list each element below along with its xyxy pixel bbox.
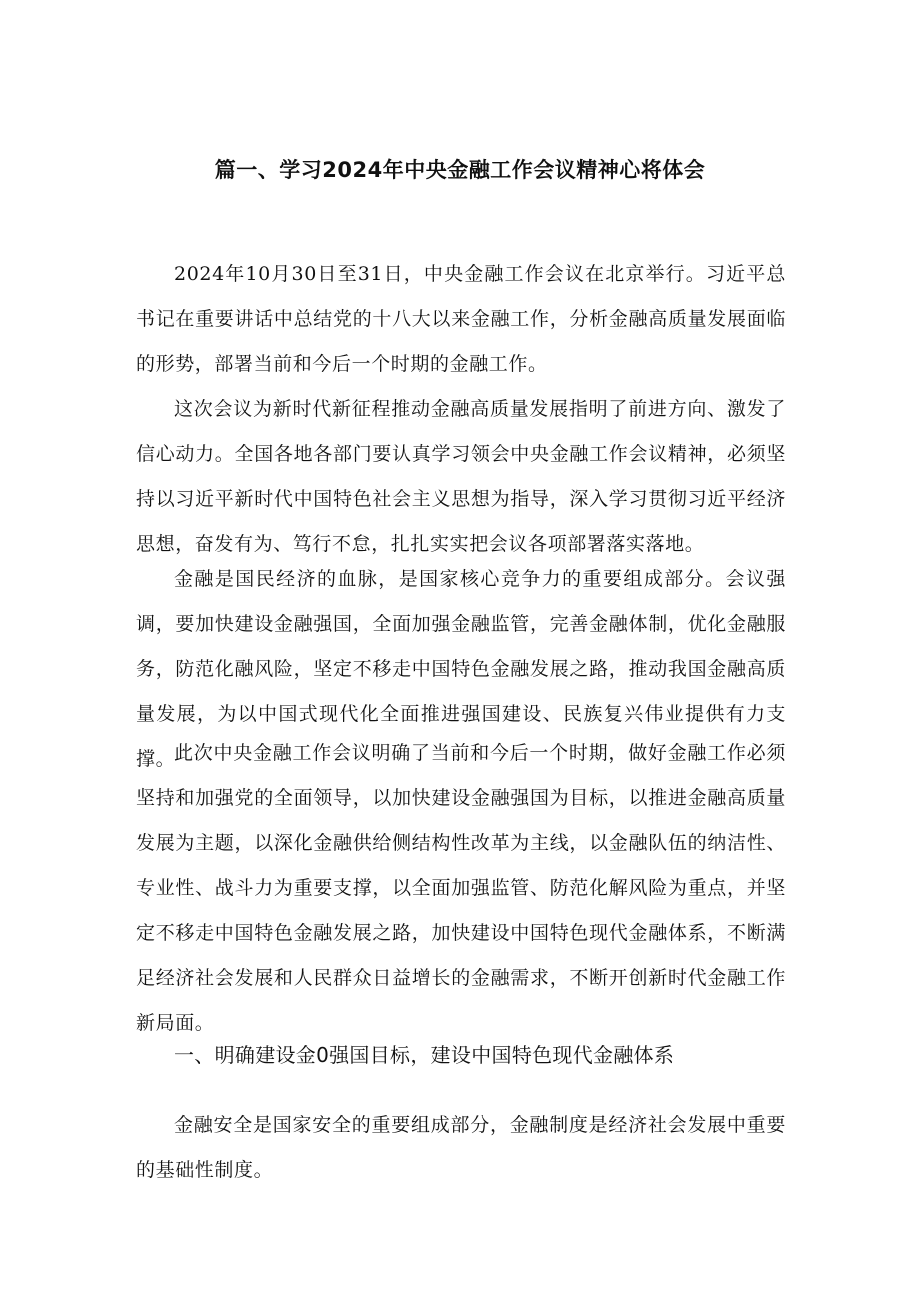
paragraph-financial-security: 金融安全是国家安全的重要组成部分，金融制度是经济社会发展中重要的基础性制度。: [136, 1114, 786, 1181]
paragraph-meeting-intro: 2024年10月30日至31日，中央金融工作会议在北京举行。习近平总书记在重要讲话中总结党的十八大以来金融工作，分析金融高质量发展面临的形势，部署当前和今后一个时期的金融工作。: [136, 263, 786, 375]
paragraph-finance-importance: 金融是国民经济的血脉，是国家核心竞争力的重要组成部分。会议强调，要加快建设金融强国，全面加强金融监管，完善金融体制，优化金融服务，防范化融风险，坚定不移走中国特色金融发展之路，推动我国金融高质量发展，为以中国式现代化全面推进强国建设、民族复兴伟业提供有力支撑。: [136, 568, 786, 770]
section-heading: 一、明确建设金0强国目标，建设中国特色现代金融体系: [174, 1043, 675, 1067]
document-title: 篇一、学习2024年中央金融工作会议精神心将体会: [214, 158, 706, 182]
paragraph-meeting-significance: 这次会议为新时代新征程推动金融高质量发展指明了前进方向、激发了信心动力。全国各地各部门要认真学习领会中央金融工作会议精神，必须坚持以习近平新时代中国特色社会主义思想为指导，深入学习贯彻习近平经济思想，奋发有为、笃行不怠，扎扎实实把会议各项部署落实落地。: [136, 398, 786, 555]
paragraph-work-requirements: 此次中央金融工作会议明确了当前和今后一个时期，做好金融工作必须坚持和加强党的全面领导，以加快建设金融强国为目标，以推进金融高质量发展为主题，以深化金融供给侧结构性改革为主线，以金融队伍的纳洁性、专业性、战斗力为重要支撑，以全面加强监管、防范化解风险为重点，并坚定不移走中国特色金融发展之路，加快建设中国特色现代金融体系，不断满足经济社会发展和人民群众日益增长的金融需求，不断开创新时代金融工作新局面。: [136, 742, 786, 1034]
